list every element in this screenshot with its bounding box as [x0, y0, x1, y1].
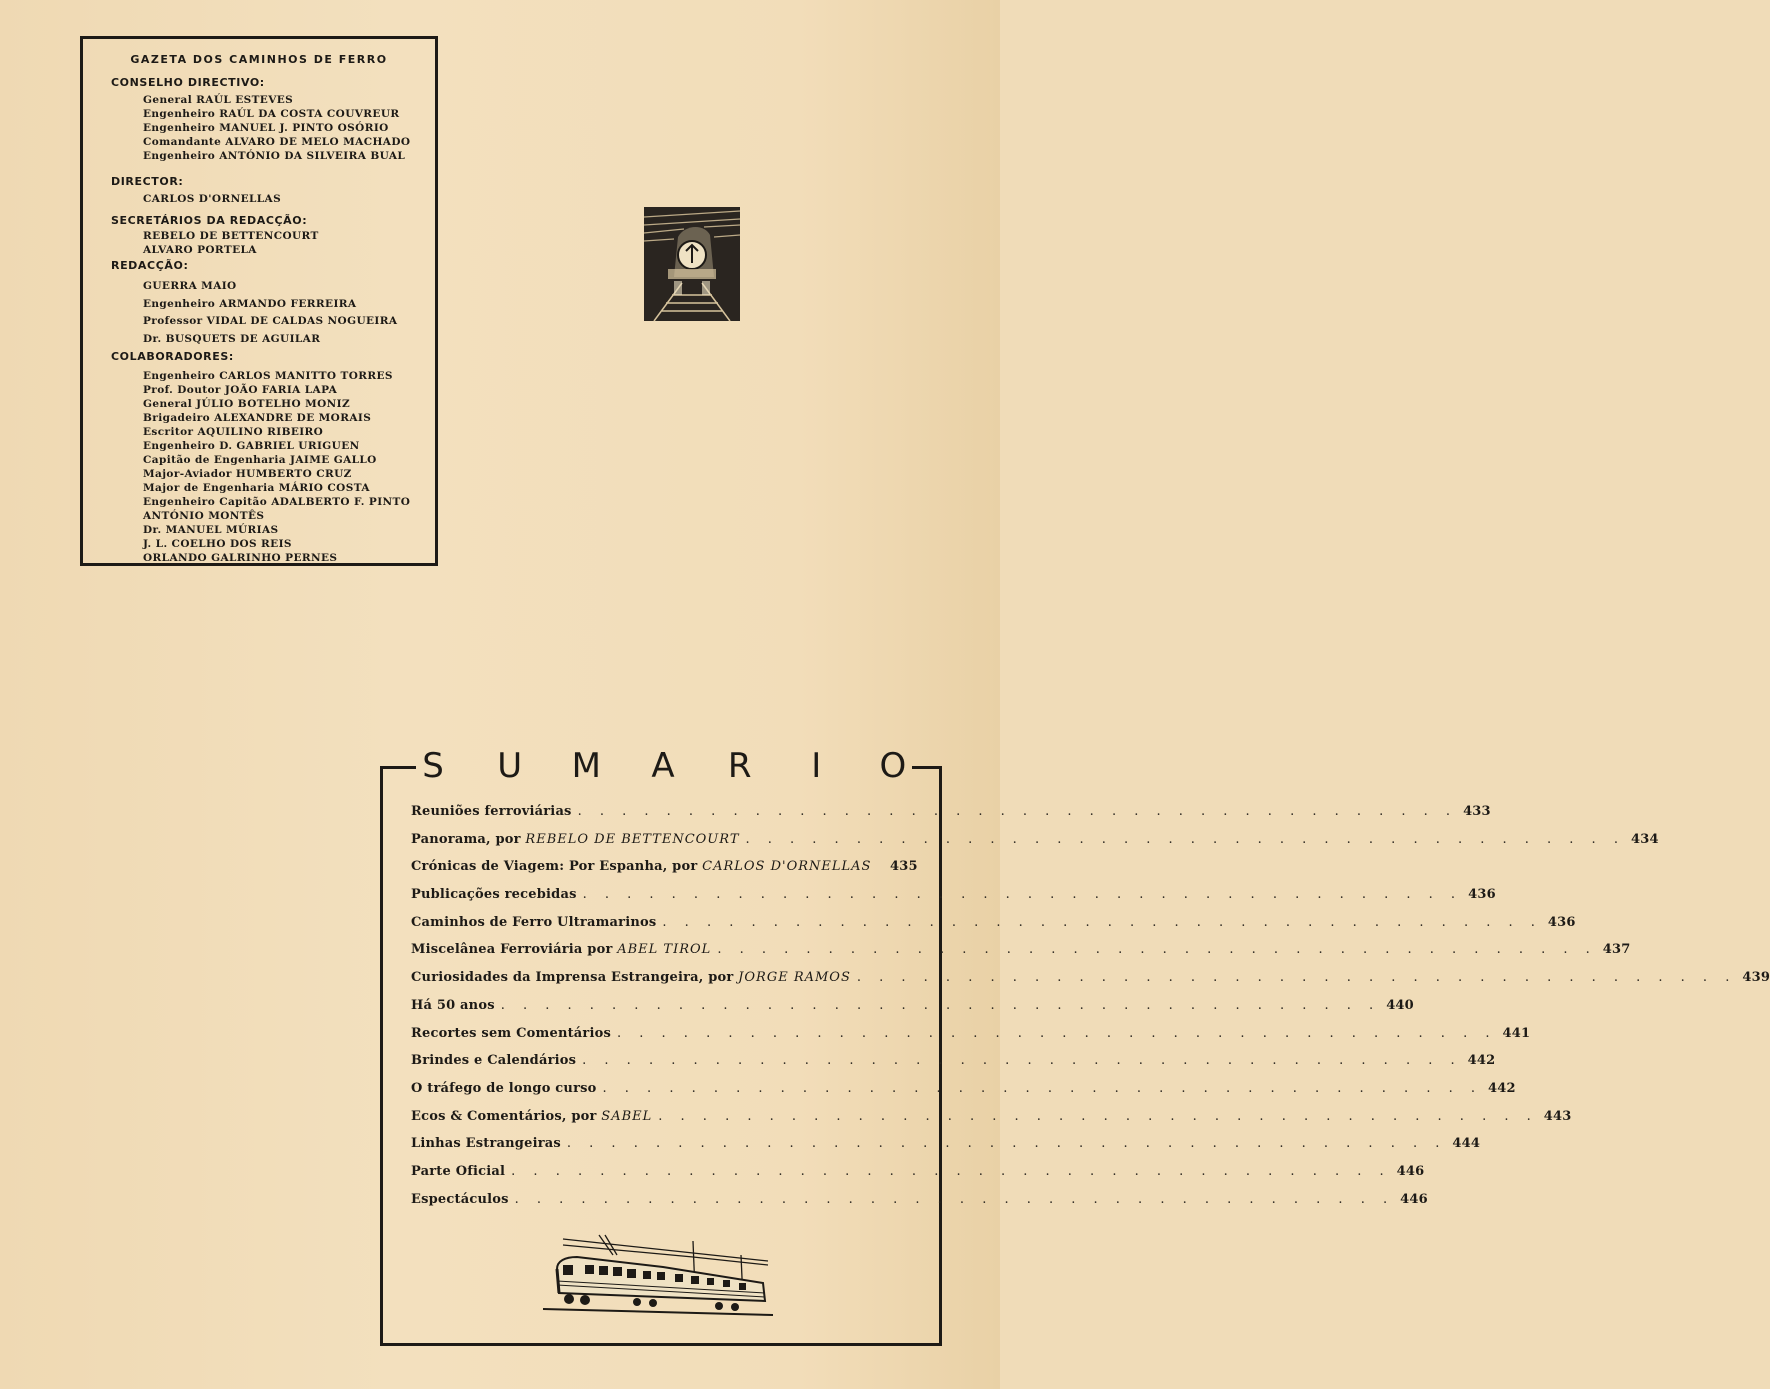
dot-leader: . . . . . . . . . . . . . . . . . . . . . . . . . . . . . . . . . . . . . . . . [566, 1136, 1447, 1152]
toc-entry[interactable] [411, 997, 1414, 1026]
section-heading-redaccao: REDACÇÃO: [111, 259, 189, 272]
section-heading-director: DIRECTOR: [111, 175, 184, 188]
conselho-list [143, 93, 435, 163]
masthead-title: GAZETA DOS CAMINHOS DE FERRO [130, 53, 388, 66]
summary-heading-letter: M [571, 746, 601, 786]
section-heading-colaboradores: COLABORADORES: [111, 350, 234, 363]
toc-entry[interactable] [411, 831, 1659, 860]
toc-page-number: 436 [1468, 887, 1496, 903]
staff-name: GUERRA MAIO [143, 280, 237, 292]
toc-entry-title: Ecos & Comentários, por [411, 1108, 602, 1124]
secretarios-list [143, 229, 435, 257]
toc-entry-title: Espectáculos [411, 1191, 509, 1207]
summary-heading-letter: I [811, 746, 822, 786]
staff-name: Dr. MANUEL MÚRIAS [143, 524, 279, 536]
dot-leader: . . . . . . . . . . . . . . . . . . . . . . . . . . . . . . . . . . . . . . . . [582, 887, 1463, 903]
dot-leader: . . . . . . . . . . . . . . . . . . . . . . . . . . . . . . . . . . . . . . . . [514, 1191, 1395, 1207]
summary-heading-letter: R [727, 746, 752, 786]
toc-entry-title: Crónicas de Viagem: Por Espanha, por [411, 859, 703, 875]
director-list [143, 192, 435, 206]
staff-name: General JÚLIO BOTELHO MONIZ [143, 398, 351, 410]
staff-name: Dr. BUSQUETS DE AGUILAR [143, 332, 321, 345]
toc-entry-title: Parte Oficial [411, 1163, 506, 1179]
toc-entry-title: O tráfego de longo curso [411, 1080, 597, 1096]
dot-leader: . . . . . . . . . . . . . . . . . . . . . . . . . . . . . . . . . . . . . . . . [856, 970, 1737, 986]
toc-entry[interactable] [411, 859, 916, 887]
toc-entry-title: Panorama, por [411, 831, 526, 847]
staff-name: Brigadeiro ALEXANDRE DE MORAIS [143, 412, 372, 424]
toc-entry[interactable] [411, 1080, 1516, 1109]
staff-name: Engenheiro CARLOS MANITTO TORRES [143, 370, 393, 382]
colaboradores-list [143, 369, 435, 565]
locomotive-woodcut-icon [644, 207, 740, 321]
dot-leader: . . . . . . . . . . . . . . . . . . . . . . . . . . . . . . . . . . . . . . . . [500, 997, 1381, 1013]
staff-name: Comandante ALVARO DE MELO MACHADO [143, 136, 411, 148]
summary-heading [413, 746, 913, 786]
dot-leader: . . . . . . . . . . . . . . . . . . . . . . . . . . . . . . . . . . . . . . . . [582, 1053, 1462, 1069]
redaccao-list [143, 278, 435, 348]
summary-heading-letter: S [422, 746, 444, 786]
toc-page-number: 441 [1502, 1025, 1531, 1041]
toc-page-number: 443 [1543, 1108, 1572, 1124]
toc-entry-author: CARLOS D'ORNELLAS [702, 859, 872, 875]
staff-name: ANTÓNIO MONTÊS [143, 510, 265, 522]
summary-border-top-right [912, 766, 942, 769]
summary-border-top-left [380, 766, 416, 769]
staff-name: Prof. Doutor JOÃO FARIA LAPA [143, 384, 338, 396]
staff-name: J. L. COELHO DOS REIS [143, 538, 292, 550]
toc-entry[interactable] [411, 1025, 1531, 1054]
staff-name: Engenheiro ARMANDO FERREIRA [143, 297, 357, 310]
toc-entry-author: ABEL TIROL [617, 942, 712, 958]
toc-page-number: 436 [1547, 914, 1576, 930]
dot-leader: . . . . . . . . . . . . . . . . . . . . . . . . . . . . . . . . . . . . . . . . [745, 831, 1625, 847]
toc-page-number: 437 [1602, 942, 1631, 958]
toc-entry-author: JORGE RAMOS [738, 970, 851, 986]
masthead-box [80, 36, 438, 566]
dot-leader: . . . . . . . . . . . . . . . . . . . . . . . . . . . . . . . . . . . . . . . . [602, 1080, 1482, 1096]
toc-entry-title: Linhas Estrangeiras [411, 1136, 561, 1152]
staff-name: Escritor AQUILINO RIBEIRO [143, 426, 324, 438]
toc-entry-title: Recortes sem Comentários [411, 1025, 612, 1041]
staff-name: Major-Aviador HUMBERTO CRUZ [143, 468, 352, 480]
toc-entry[interactable] [411, 1108, 1572, 1137]
toc-entry-title: Reuniões ferroviárias [411, 804, 572, 819]
staff-name: ALVARO PORTELA [143, 244, 257, 256]
toc-entry-author: REBELO DE BETTENCOURT [525, 831, 740, 847]
toc-page-number: 444 [1452, 1136, 1481, 1152]
staff-name: Engenheiro ANTÓNIO DA SILVEIRA BUAL [143, 150, 406, 162]
dot-leader: . . . . . . . . . . . . . . . . . . . . . . . . . . . . . . . . . . . . . . . . [577, 804, 1458, 819]
toc-page-number: 446 [1396, 1163, 1425, 1179]
toc-page-number: 446 [1400, 1191, 1428, 1207]
toc-entry-author: SABEL [601, 1108, 653, 1124]
toc-entry[interactable] [411, 914, 1576, 943]
toc-page-number: 442 [1467, 1053, 1496, 1069]
toc-entry[interactable] [411, 1136, 1481, 1164]
toc-entry-title: Miscelânea Ferroviária por [411, 942, 618, 958]
dot-leader: . . . . . . . . . . . . . . . . . . . . . . . . . . . . . . . . . . . . . . . . [717, 942, 1597, 958]
dot-leader: . . . . . . . . . . . . . . . . . . . . . . . . . . . . . . . . . . . . . . . . [617, 1025, 1497, 1041]
toc-page-number: 439 [1742, 970, 1770, 986]
toc-page-number: 433 [1463, 804, 1491, 819]
summary-heading-letter: O [879, 746, 907, 786]
toc-entry-title: Publicações recebidas [411, 887, 577, 903]
toc-entry[interactable] [411, 970, 1770, 998]
staff-name: Capitão de Engenharia JAIME GALLO [143, 454, 377, 466]
toc-entry[interactable] [411, 804, 1491, 832]
toc-page-number: 440 [1386, 997, 1414, 1013]
summary-heading-letter: U [497, 746, 523, 786]
toc-entry[interactable] [411, 1053, 1496, 1081]
section-heading-conselho: CONSELHO DIRECTIVO: [111, 76, 265, 89]
summary-heading-letter: A [651, 746, 675, 786]
toc-entry[interactable] [411, 887, 1496, 915]
summary-box [380, 746, 1770, 1346]
staff-name: Engenheiro Capitão ADALBERTO F. PINTO [143, 496, 411, 508]
section-heading-secretarios: SECRETÁRIOS DA REDACÇÃO: [111, 214, 308, 227]
toc-entry-title: Caminhos de Ferro Ultramarinos [411, 914, 657, 930]
staff-name: Engenheiro RAÚL DA COSTA COUVREUR [143, 108, 400, 120]
staff-name: Major de Engenharia MÁRIO COSTA [143, 482, 370, 494]
dot-leader: . . . . . . . . . . . . . . . . . . . . . . . . . . . . . . . . . . . . . . . . [662, 914, 1542, 930]
toc-entry[interactable] [411, 1191, 1428, 1220]
staff-name: ORLANDO GALRINHO PERNES [143, 552, 338, 564]
staff-name: REBELO DE BETTENCOURT [143, 230, 319, 242]
toc-page-number: 435 [890, 859, 918, 875]
electric-train-icon [543, 1231, 773, 1317]
staff-name: General RAÚL ESTEVES [143, 94, 294, 106]
toc-entry-title: Brindes e Calendários [411, 1053, 577, 1069]
staff-name: Engenheiro MANUEL J. PINTO OSÓRIO [143, 122, 389, 134]
toc-entry-title: Há 50 anos [411, 997, 495, 1013]
dot-leader: . . . . . . . . . . . . . . . . . . . . . . . . . . . . . . . . . . . . . . . . [658, 1108, 1538, 1124]
staff-name: Professor VIDAL DE CALDAS NOGUEIRA [143, 315, 398, 327]
toc-entry[interactable] [411, 942, 1631, 970]
dot-leader: . . . . . . . . . . . . . . . . . . . . . . . . . . . . . . . . . . . . . . . . [511, 1163, 1391, 1179]
staff-name: Engenheiro D. GABRIEL URIGUEN [143, 440, 360, 452]
toc-entry-title: Curiosidades da Imprensa Estrangeira, por [411, 970, 739, 986]
toc-entry[interactable] [411, 1163, 1425, 1192]
staff-name: CARLOS D'ORNELLAS [143, 193, 282, 205]
toc-page-number: 442 [1488, 1080, 1516, 1096]
table-of-contents [411, 804, 1770, 1219]
toc-page-number: 434 [1630, 831, 1659, 847]
